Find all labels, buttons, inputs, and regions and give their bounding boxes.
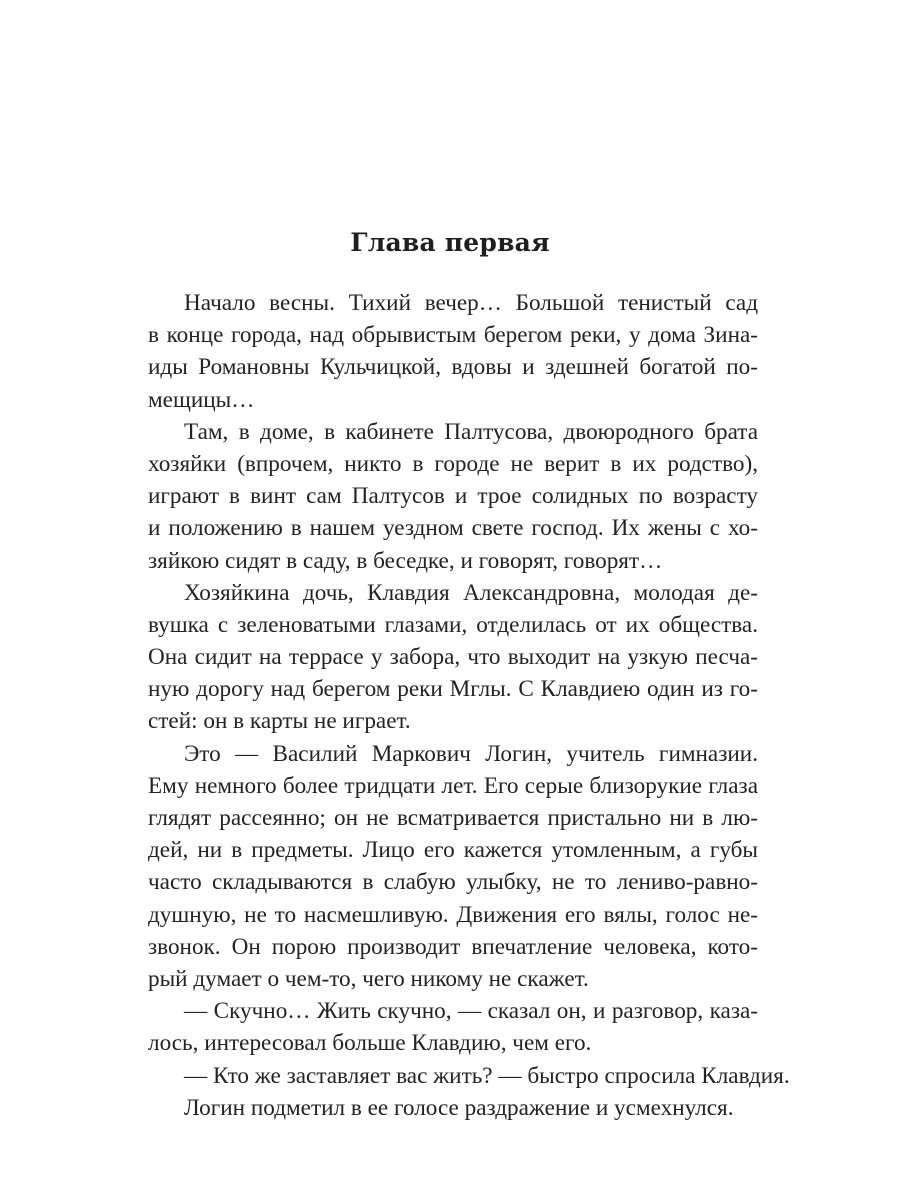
paragraph: [148, 287, 758, 416]
text-line: играют в винт сам Палтусов и трое солидных по возрасту: [148, 483, 758, 510]
text-line: иды Романовны Кульчицкой, вдовы и здешней богатой по-: [148, 354, 758, 381]
text-line: ную дорогу над берегом реки Мглы. С Клавдиею один из го-: [148, 676, 758, 703]
paragraph: [148, 416, 758, 577]
text-line: стей: он в карты не играет.: [148, 708, 411, 735]
text-line: Логин подметил в ее голосе раздражение и усмехнулся.: [184, 1094, 734, 1121]
paragraph: [148, 995, 758, 1059]
text-line: рый думает о чем-то, чего никому не скажет.: [148, 965, 589, 992]
text-line: вушка с зеленоватыми глазами, отделилась от их общества.: [148, 611, 758, 638]
text-line: — Скучно… Жить скучно, — сказал он, и разговор, каза-: [184, 998, 758, 1025]
paragraph: [148, 577, 758, 738]
text-line: — Кто же заставляет вас жить? — быстро спросила Клавдия.: [184, 1062, 790, 1089]
text-line: Это — Василий Маркович Логин, учитель гимназии.: [184, 740, 758, 767]
text-line: дей, ни в предметы. Лицо его кажется утомленным, а губы: [148, 837, 758, 864]
paragraph: [148, 1092, 758, 1124]
text-line: Она сидит на террасе у забора, что выходит на узкую песча-: [148, 644, 758, 671]
text-line: хозяйки (впрочем, никто в городе не верит в их родство),: [148, 450, 758, 477]
paragraph: [148, 1060, 790, 1092]
text-line: Там, в доме, в кабинете Палтусова, двоюродного брата: [184, 418, 758, 445]
text-line: Хозяйкина дочь, Клавдия Александровна, молодая де-: [184, 579, 758, 606]
text-line: мещицы…: [148, 386, 255, 413]
text-line: лось, интересовал больше Клавдию, чем его.: [148, 1030, 592, 1057]
chapter-title: Глава первая: [350, 228, 550, 257]
paragraph: [148, 738, 758, 996]
text-line: зяйкою сидят в саду, в беседке, и говорят, говорят…: [148, 547, 663, 574]
chapter-text: [148, 287, 790, 1124]
text-line: душную, не то насмешливую. Движения его вялы, голос не-: [148, 901, 758, 928]
text-line: Начало весны. Тихий вечер… Большой тенистый сад: [184, 290, 758, 316]
text-line: звонок. Он порою производит впечатление человека, кото-: [148, 933, 758, 960]
text-line: Ему немного более тридцати лет. Его серые близорукие глаза: [148, 772, 758, 799]
text-line: в конце города, над обрывистым берегом реки, у дома Зина-: [148, 322, 758, 349]
text-line: часто складываются в слабую улыбку, не то лениво-равно-: [148, 869, 758, 896]
text-line: глядят рассеянно; он не всматривается пристально ни в лю-: [148, 805, 758, 831]
text-line: и положению в нашем уездном свете господ. Их жены с хо-: [148, 515, 758, 542]
